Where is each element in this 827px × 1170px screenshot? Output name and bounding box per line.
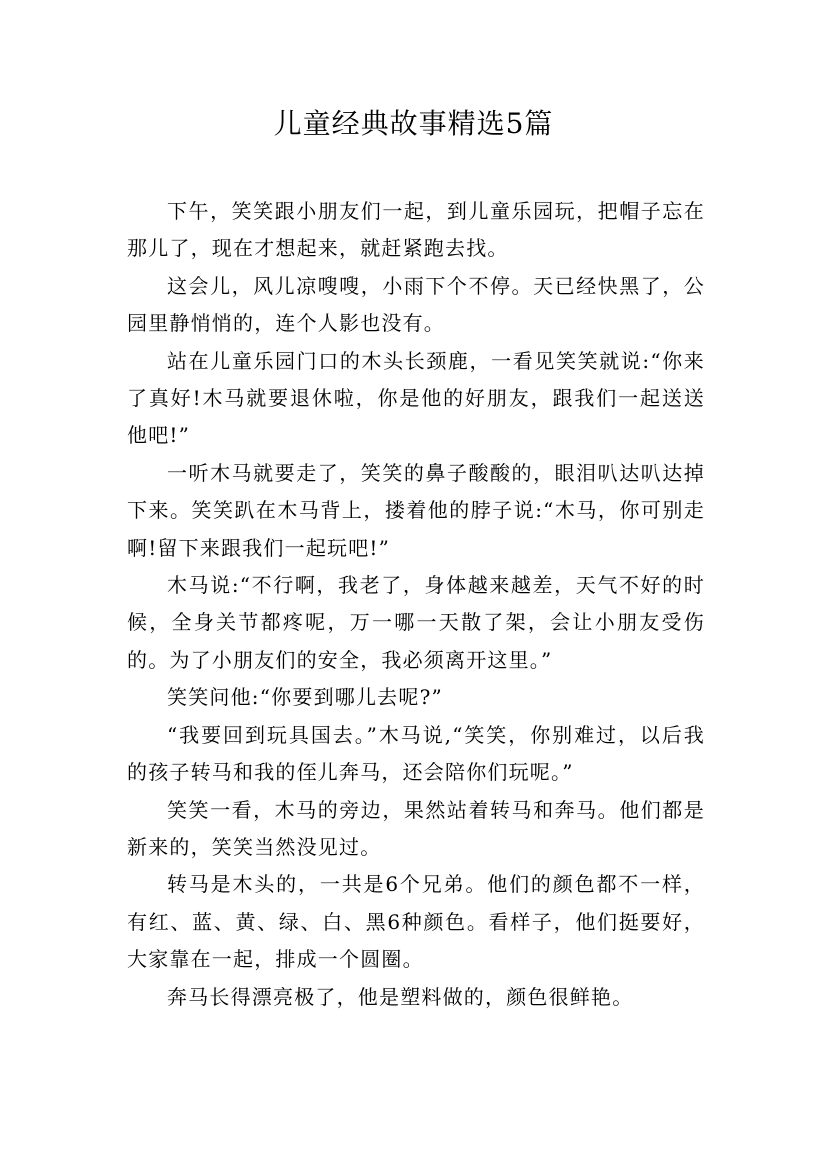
paragraph: 笑笑问他:“你要到哪儿去呢?” <box>167 685 443 710</box>
paragraph: 木马说:“不行啊，我老了，身体越来越差，天气不好的时候，全身关节都疼呢，万一哪一天散了架，会让小朋友受伤的。为了小朋友们的安全，我必须离开这里。” <box>127 573 705 672</box>
paragraph: 转马是木头的，一共是6个兄弟。他们的颜色都不一样，有红、蓝、黄、绿、白、黑6种颜色。看样子，他们挺要好，大家靠在一起，排成一个圆圈。 <box>127 872 705 972</box>
document-body <box>127 193 705 1016</box>
paragraph: 笑笑一看，木马的旁边，果然站着转马和奔马。他们都是新来的，笑笑当然没见过。 <box>127 797 705 859</box>
paragraph: 这会儿，风儿凉嗖嗖，小雨下个不停。天已经快黑了，公园里静悄悄的，连个人影也没有。 <box>127 273 705 336</box>
paragraph: 奔马长得漂亮极了，他是塑料做的，颜色很鲜艳。 <box>167 984 634 1009</box>
paragraph: 下午，笑笑跟小朋友们一起，到儿童乐园玩，把帽子忘在那儿了，现在才想起来，就赶紧跑去找。 <box>127 199 705 261</box>
paragraph: “我要回到玩具国去。”木马说,“笑笑，你别难过，以后我的孩子转马和我的侄儿奔马，还会陪你们玩呢。” <box>127 722 705 785</box>
document-title: 儿童经典故事精选5篇 <box>273 107 554 140</box>
paragraph: 站在儿童乐园门口的木头长颈鹿，一看见笑笑就说:“你来了真好!木马就要退休啦，你是他的好朋友，跟我们一起送送他吧!” <box>127 348 705 448</box>
paragraph: 一听木马就要走了，笑笑的鼻子酸酸的，眼泪叭达叭达掉下来。笑笑趴在木马背上，搂着他的脖子说:“木马，你可别走啊!留下来跟我们一起玩吧!” <box>127 460 705 560</box>
